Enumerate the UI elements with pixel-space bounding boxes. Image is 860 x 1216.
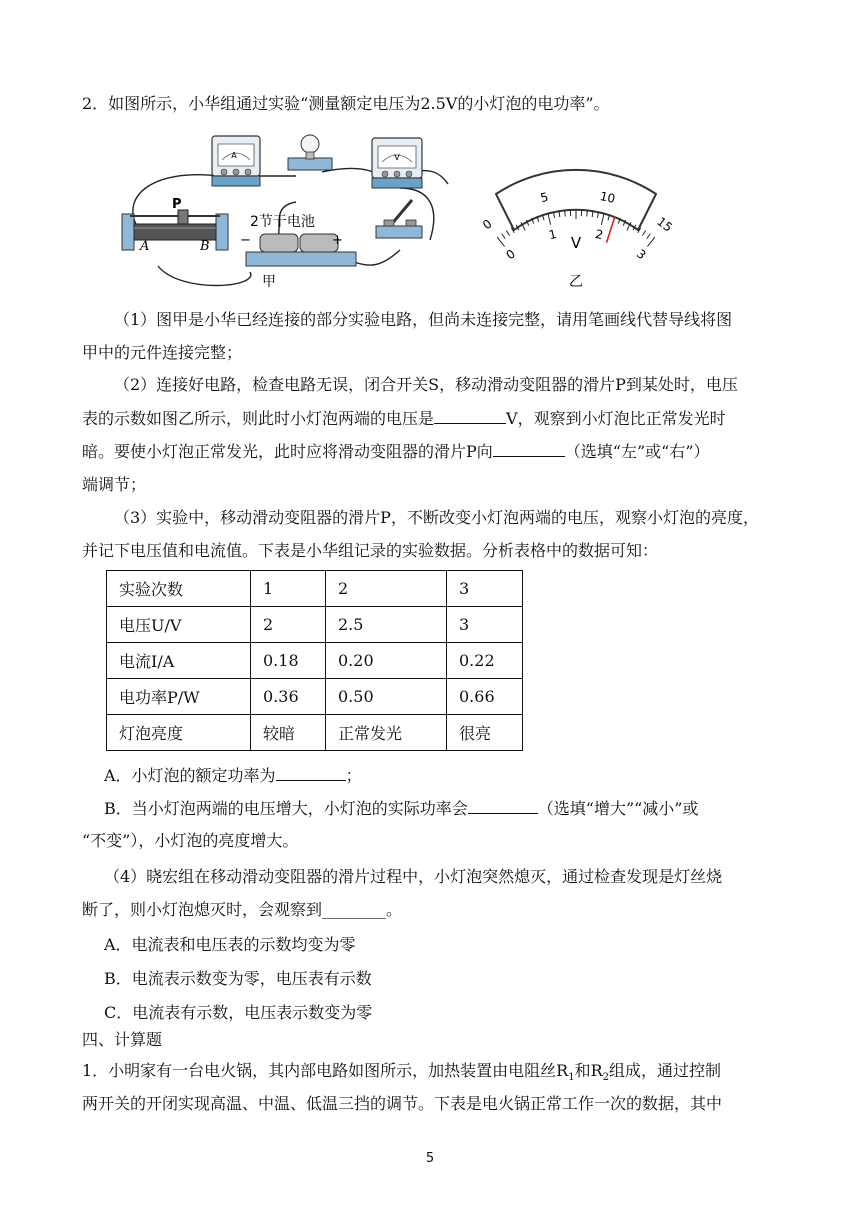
part1-line2: 甲中的元件连接完整； <box>82 343 243 362</box>
dial-inner-label: 3 <box>633 246 649 263</box>
dial-inner-label: 1 <box>547 226 559 243</box>
dial-tick <box>592 211 593 217</box>
part4-line1: （4）晓宏组在移动滑动变阻器的滑片过程中，小灯泡突然熄灭，通过检查发现是灯丝烧 <box>104 867 723 886</box>
answer-blank-actual-power[interactable] <box>468 799 538 814</box>
dial-tick <box>601 213 604 225</box>
dial-tick <box>548 213 551 225</box>
table-row: 电压U/V 2 2.5 3 <box>107 607 523 643</box>
subq-b-line2: “不变”），小灯泡的亮度增大。 <box>82 831 299 850</box>
option-a: A．电流表和电压表的示数均变为零 <box>104 935 356 954</box>
terminal-a-label: A <box>140 239 150 254</box>
section-heading: 四、计算题 <box>82 1030 163 1049</box>
part1-line1: （1）图甲是小华已经连接的部分实验电路，但尚未连接完整，请用笔画线代替导线将图 <box>114 310 733 329</box>
answer-blank-direction[interactable] <box>493 442 565 457</box>
option-b: B．电流表示数变为零，电压表有示数 <box>104 969 372 988</box>
part2-line3: 暗。要使小灯泡正常发光，此时应将滑动变阻器的滑片P向 （选填“左”或“右”） <box>82 442 710 461</box>
subq-a: A．小灯泡的额定功率为 ； <box>104 766 362 785</box>
answer-blank-rated-power[interactable] <box>276 766 346 781</box>
battery-positive: + <box>332 233 343 248</box>
dial-tick <box>587 211 588 217</box>
subq-b: B．当小灯泡两端的电压增大，小灯泡的实际功率会 （选填“增大”“减小”或 <box>104 799 699 818</box>
dial-tick <box>647 234 650 239</box>
option-c: C．电流表有示数，电压表示数变为零 <box>104 1003 373 1022</box>
table-row: 电功率P/W 0.36 0.50 0.66 <box>107 679 523 715</box>
battery-icon <box>240 213 356 266</box>
dial-tick <box>502 234 505 239</box>
caption-right: 乙 <box>569 274 583 290</box>
table-row: 电流I/A 0.18 0.20 0.22 <box>107 643 523 679</box>
rheostat <box>122 197 228 254</box>
circuit-figure <box>100 128 680 298</box>
lamp-icon <box>288 135 332 170</box>
slider-label: P <box>172 197 182 212</box>
part2-line4: 端调节； <box>82 475 147 494</box>
terminal-b-label: B <box>200 239 210 254</box>
voltmeter-label: V <box>394 153 400 162</box>
ammeter-label: A <box>231 151 237 160</box>
switch-icon <box>376 200 422 238</box>
dial-inner-label: 0 <box>503 246 519 263</box>
battery-negative: − <box>240 233 251 248</box>
dial-outer-label: 5 <box>539 189 550 206</box>
ammeter <box>212 136 260 186</box>
part2-line2: 表的示数如图乙所示，则此时小灯泡两端的电压是 V，观察到小灯泡比正常发光时 <box>82 409 726 428</box>
table-row: 实验次数 1 2 3 <box>107 571 523 607</box>
page-number: 5 <box>425 1151 435 1166</box>
table-row: 灯泡亮度 较暗 正常发光 很亮 <box>107 715 523 751</box>
dial-tick <box>647 237 654 246</box>
question-2-title: 2．如图所示，小华组通过实验“测量额定电压为2.5V的小灯泡的电功率”。 <box>82 94 610 113</box>
calc-q1-line2: 两开关的开闭实现高温、中温、低温三挡的调节。下表是电火锅正常工作一次的数据，其中 <box>82 1094 723 1113</box>
data-table <box>106 570 523 751</box>
part3-line2: 并记下电压值和电流值。下表是小华组记录的实验数据。分析表格中的数据可知： <box>82 541 659 560</box>
voltmeter-dial <box>480 170 675 290</box>
dial-outer-label: 10 <box>598 188 617 207</box>
dial-tick <box>565 211 566 217</box>
caption-left: 甲 <box>262 274 276 290</box>
part3-line1: （3）实验中，移动滑动变阻器的滑片P，不断改变小灯泡两端的电压，观察小灯泡的亮度， <box>114 508 759 527</box>
dial-unit: V <box>570 234 582 252</box>
part2-line1: （2）连接好电路，检查电路无误，闭合开关S，移动滑动变阻器的滑片P到某处时，电压 <box>114 375 738 394</box>
dial-outer-label: 15 <box>654 214 675 235</box>
dial-outer-label: 0 <box>480 216 495 233</box>
calc-q1-line1: 1．小明家有一台电火锅，其内部电路如图所示，加热装置由电阻丝$R_1$和$R_2$组成，通过控制 <box>82 1061 722 1084</box>
dial-tick <box>559 211 560 217</box>
voltmeter <box>372 138 422 188</box>
dial-tick <box>497 237 504 246</box>
battery-label: 2节干电池 <box>250 214 315 230</box>
dial-tick <box>506 231 509 236</box>
dial-tick <box>642 231 645 236</box>
dial-inner-label: 2 <box>593 226 605 243</box>
part4-line2: 断了，则小灯泡熄灭时，会观察到________。 <box>82 900 403 919</box>
answer-blank-voltage[interactable] <box>434 409 506 424</box>
